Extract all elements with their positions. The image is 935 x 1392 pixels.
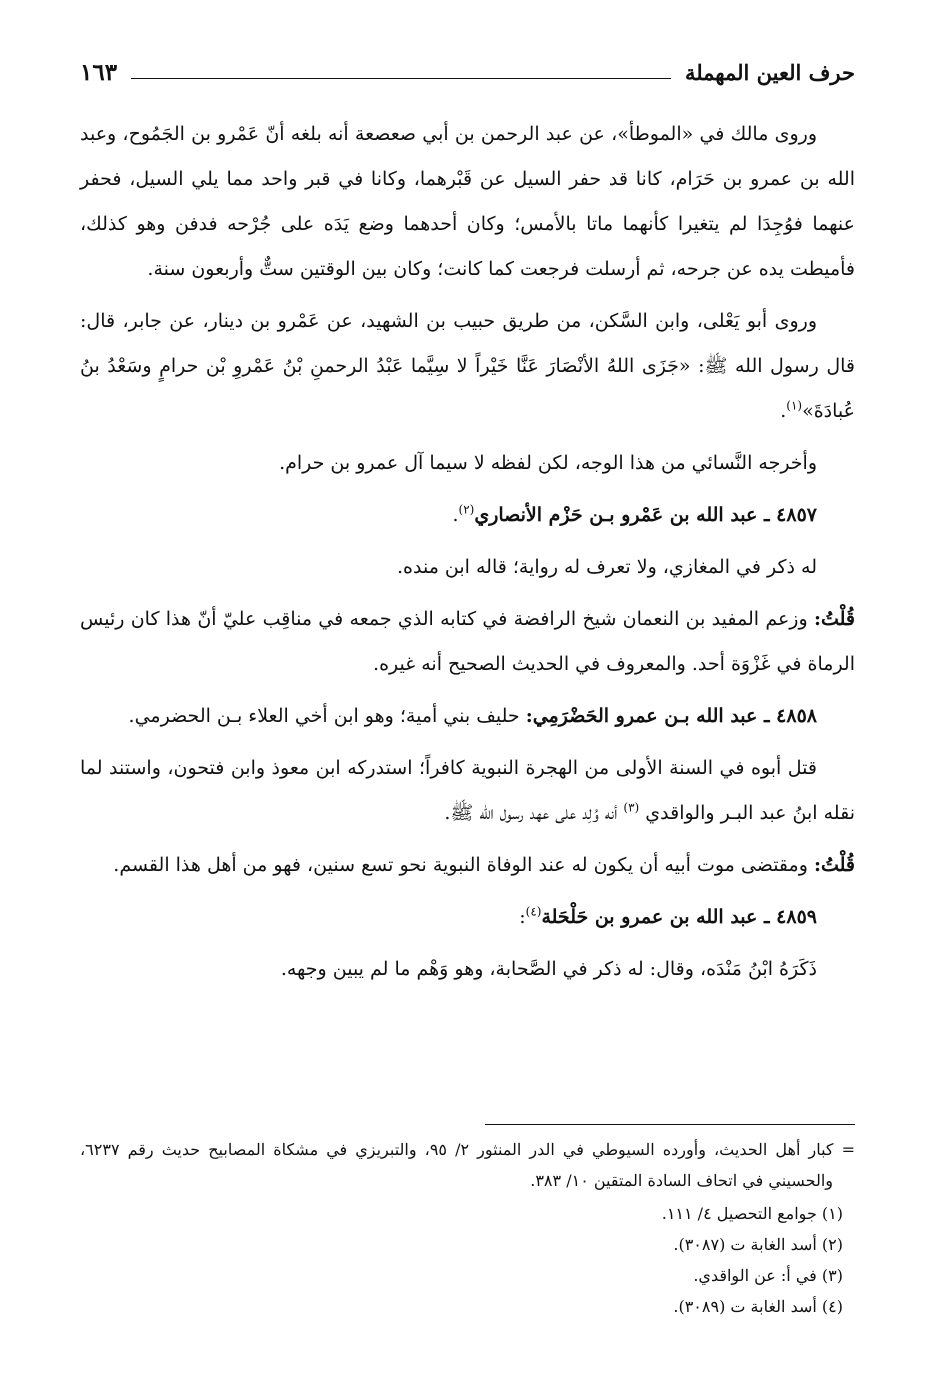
entry-heading: ٤٨٥٩ ـ عبد الله بن عمرو بن حَلْحَلة [541,906,817,928]
paragraph-text: قتل أبوه في السنة الأولى من الهجرة النبوية كافراً؛ استدركه ابن معوذ وابن فتحون، واستند لما نقله ابنُ عبد البـر والواقدي [80,757,855,824]
paragraph-muwatta [80,112,855,292]
paragraph-text: وروى أبو يَعْلى، وابن السَّكن، من طريق حبيب بن الشهيد، عن عَمْرو بن دينار، عن جابر، قال: قال رسول الله ﷺ: «جَزَى اللهُ الأنْصَارَ عَنَّا خَيْراً لا سِيَّما عَبْدُ الرحمنِ بْنُ عَمْروِ بْن حرامٍ وسَعْدُ بنُ عُبادَةَ» [80,310,855,422]
footnote-2: (٢) أسد الغابة ت (٣٠٨٧). [673,1235,843,1254]
paragraph-text: وأخرجه النَّسائي من هذا الوجه، لكن لفظه لا سيما آل عمرو بن حرام. [279,452,817,474]
footnote-separator [485,1124,855,1125]
footnote-continued: = كبار أهل الحديث، وأورده السيوطي في الدر المنثور ٢/ ٩٥، والتبريزي في مشكاة المصابيح حديث رقم ٦٢٣٧، والحسيني في اتحاف السادة المتقين ١٠/ ٣٨٣. [80,1140,856,1190]
paragraph-maghazi [80,545,855,590]
entry-4858 [80,694,855,739]
qult-label: قُلْتُ: [813,854,855,876]
header-rule [131,78,671,79]
paragraph-qult-mufid [80,597,855,687]
running-header [80,52,855,92]
entry-4859 [80,895,855,940]
entry-4857 [80,493,855,538]
main-text [80,112,855,999]
footnote-4: (٤) أسد الغابة ت (٣٠٨٩). [673,1297,843,1316]
paragraph-text: ومقتضى موت أبيه أن يكون له عند الوفاة النبوية نحو تسع سنين، فهو من أهل هذا القسم. [113,854,808,876]
qult-label: قُلْتُ: [813,608,856,630]
paragraph-qult-muqtada [80,843,855,888]
entry-heading: ٤٨٥٨ ـ عبد الله بـن عمرو الحَضْرَمِي: [525,705,817,727]
footnote-ref[interactable]: (٢) [458,502,475,517]
footnote-ref[interactable]: (١) [786,398,803,413]
paragraph-text: وروى مالك في «الموطأ»، عن عبد الرحمن بن أبي صعصعة أنه بلغه أنّ عَمْرو بن الجَمُوح، وعبد الله بن عمرو بن حَرَام، كانا قد حفر السيل عن قَبْرهما، وكانا في قبر واحد مما يلي السيل، فحفر عنهما فوُجِدَا لم يتغيرا كأنهما ماتا بالأمس؛ وكان أحدهما وضع يَدَه على جُرْحه فدفن وهو كذلك، فأميطت يده عن جرحه، ثم أرسلت فرجعت كما كانت؛ وكان بين الوقتين ستٌّ وأربعون سنة. [80,123,856,280]
paragraph-text: وزعم المفيد بن النعمان شيخ الرافضة في كتابه الذي جمعه في مناقِب عليّ أنّ هذا كان رئيس الرماة في غَزْوَة أحد. والمعروف في الحديث الصحيح أنه غيره. [80,608,855,675]
punctuation: . [780,400,787,422]
footnote-ref[interactable]: (٤) [525,904,542,919]
paragraph-text: له ذكر في المغازي، ولا تعرف له رواية؛ قاله ابن منده. [397,556,817,578]
footnote-3: (٣) في أ: عن الواقدي. [693,1266,843,1285]
punctuation: . [452,504,459,526]
entry-heading: ٤٨٥٧ ـ عبد الله بن عَمْرو بـن حَزْم الأنصاري [474,504,817,526]
paragraph-text: ذَكَرَهُ ابْنُ مَنْدَه، وقال: له ذكر في الصَّحابة، وهو وَهْم ما لم يبين وجهه. [280,958,817,980]
paragraph-nasai [80,441,855,486]
entry-text: حليف بني أمية؛ وهو ابن أخي العلاء بـن الحضرمي. [128,705,520,727]
paragraph-abu-yala [80,299,855,434]
paragraph-abuhu [80,746,855,836]
footnote-ref[interactable]: (٣) [623,800,640,815]
paragraph-text: أنه وُلِد على عهد رسول الله ﷺ. [444,802,618,824]
punctuation: : [519,906,526,928]
footnote-1: (١) جوامع التحصيل ٤/ ١١١. [661,1204,843,1223]
paragraph-ibn-mandah [80,947,855,992]
chapter-title: حرف العين المهملة [684,59,855,85]
page-number: ١٦٣ [80,58,118,86]
footnotes [80,1134,855,1322]
